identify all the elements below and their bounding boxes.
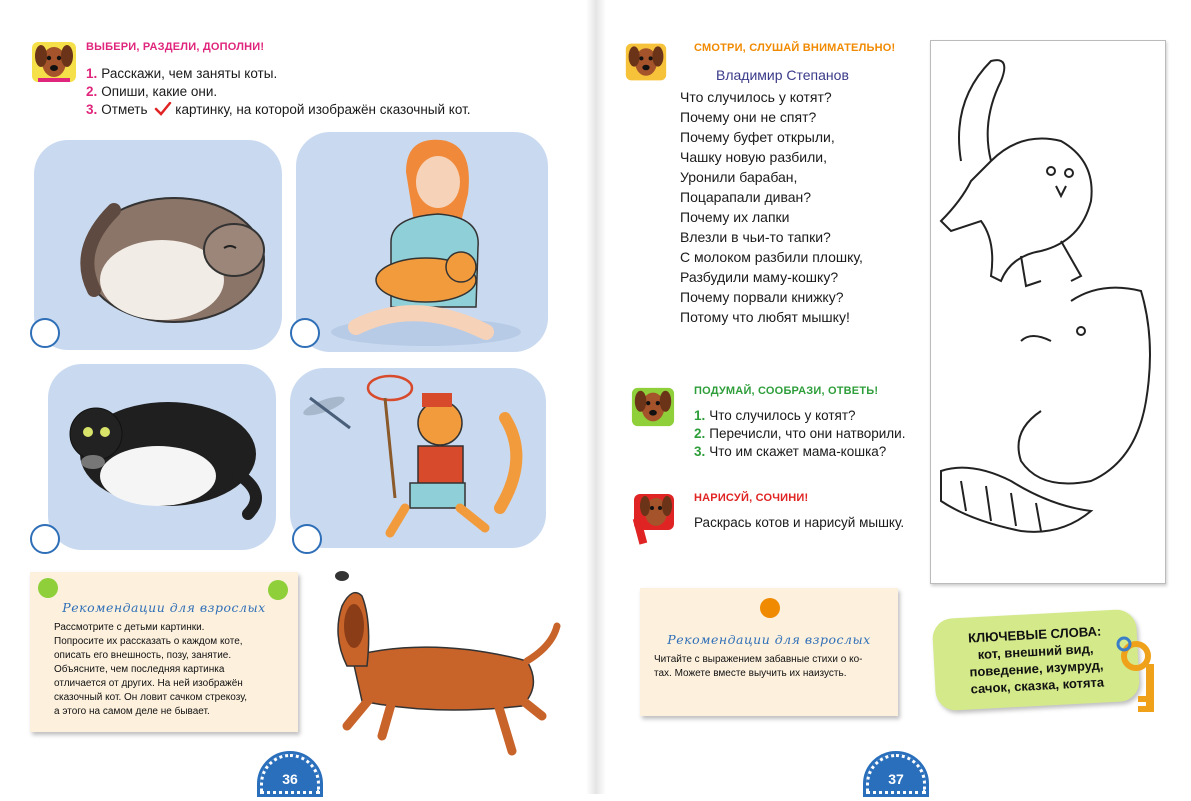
pin-icon <box>38 578 58 598</box>
poem-line: Почему порвали книжку? <box>680 289 844 305</box>
poem-line: Уронили барабан, <box>680 169 798 185</box>
cat-with-mouse-illustration <box>48 364 276 550</box>
task-item: 2. Опиши, какие они. <box>86 84 218 99</box>
poem-line: Влезли в чьи-то тапки? <box>680 229 831 245</box>
poem-line: Что случилось у котят? <box>680 89 832 105</box>
answer-circle[interactable] <box>30 318 60 348</box>
recommendation-note <box>30 572 298 732</box>
dog-mascot-icon <box>624 40 668 84</box>
poem-line: Почему буфет открыли, <box>680 129 835 145</box>
pin-icon <box>760 598 780 618</box>
draw-heading: НАРИСУЙ, СОЧИНИ! <box>694 492 809 504</box>
recommendation-text: Рассмотрите с детьми картинки. Попросите их рассказать о каждом коте, описать его внешность, позу, занятие. Объясните, чем последняя картинка отличается от других. На ней изображён сказочный кот. Он ловит сачком стрекозу, а этого на самом деле не бывает. <box>54 622 247 717</box>
recommendation-text: Читайте с выражением забавные стихи о ко- тах. Можете вместе выучить их наизусть. <box>654 654 863 679</box>
dog-mascot-icon <box>30 38 78 86</box>
cats-coloring-illustration <box>931 41 1165 583</box>
poem-line: Чашку новую разбили, <box>680 149 827 165</box>
picture-cat-with-mouse <box>48 364 276 550</box>
fairy-tale-cat-illustration <box>290 368 546 548</box>
poem-line: Почему они не спят? <box>680 109 817 125</box>
answer-circle[interactable] <box>290 318 320 348</box>
answer-circle[interactable] <box>30 524 60 554</box>
picture-sleeping-cat <box>34 140 282 350</box>
page-number: 36 <box>260 754 320 794</box>
poem-author: Владимир Степанов <box>716 67 849 83</box>
picture-fairy-tale-cat <box>290 368 546 548</box>
coloring-picture <box>930 40 1166 584</box>
girl-with-cat-illustration <box>296 132 548 352</box>
left-page <box>0 0 595 794</box>
task-item: 3. Отметь картинку, на которой изображён сказочный кот. <box>86 102 471 117</box>
task-item: 1. Расскажи, чем заняты коты. <box>86 66 278 81</box>
task-item: 3. Что им скажет мама-кошка? <box>694 444 887 459</box>
poem-line: Поцарапали диван? <box>680 189 812 205</box>
dog-mascot-icon <box>630 384 676 430</box>
sleeping-cat-illustration <box>34 140 282 350</box>
right-page <box>596 0 1191 794</box>
poem <box>680 87 863 327</box>
poem-heading: СМОТРИ, СЛУШАЙ ВНИМАТЕЛЬНО! <box>694 42 896 54</box>
keywords-text: КЛЮЧЕВЫЕ СЛОВА: кот, внешний вид, поведение, изумруд, сачок, сказка, котята <box>967 623 1105 697</box>
recommendation-title: Рекомендации для взрослых <box>667 632 871 647</box>
dachshund-illustration <box>312 566 562 766</box>
picture-girl-with-cat <box>296 132 548 352</box>
task-item: 1. Что случилось у котят? <box>694 408 856 423</box>
keywords-tag <box>932 609 1141 712</box>
poem-line: Потому что любят мышку! <box>680 309 850 325</box>
key-icon <box>1116 636 1168 720</box>
answer-circle[interactable] <box>292 524 322 554</box>
pin-icon <box>268 580 288 600</box>
recommendation-title: Рекомендации для взрослых <box>62 600 266 615</box>
think-heading: ПОДУМАЙ, СООБРАЗИ, ОТВЕТЬ! <box>694 385 879 397</box>
think-task-list <box>694 407 905 461</box>
recommendation-note <box>640 588 898 716</box>
draw-task: Раскрась котов и нарисуй мышку. <box>694 515 905 530</box>
page-number: 37 <box>866 754 926 794</box>
poem-line: С молоком разбили плошку, <box>680 249 863 265</box>
task-item: 2. Перечисли, что они натворили. <box>694 426 906 441</box>
poem-line: Разбудили маму-кошку? <box>680 269 839 285</box>
checkmark-icon <box>154 102 172 116</box>
poem-line: Почему их лапки <box>680 209 790 225</box>
dog-with-pencil-icon <box>632 488 676 546</box>
task-heading: ВЫБЕРИ, РАЗДЕЛИ, ДОПОЛНИ! <box>86 41 265 53</box>
task-list <box>86 65 471 119</box>
